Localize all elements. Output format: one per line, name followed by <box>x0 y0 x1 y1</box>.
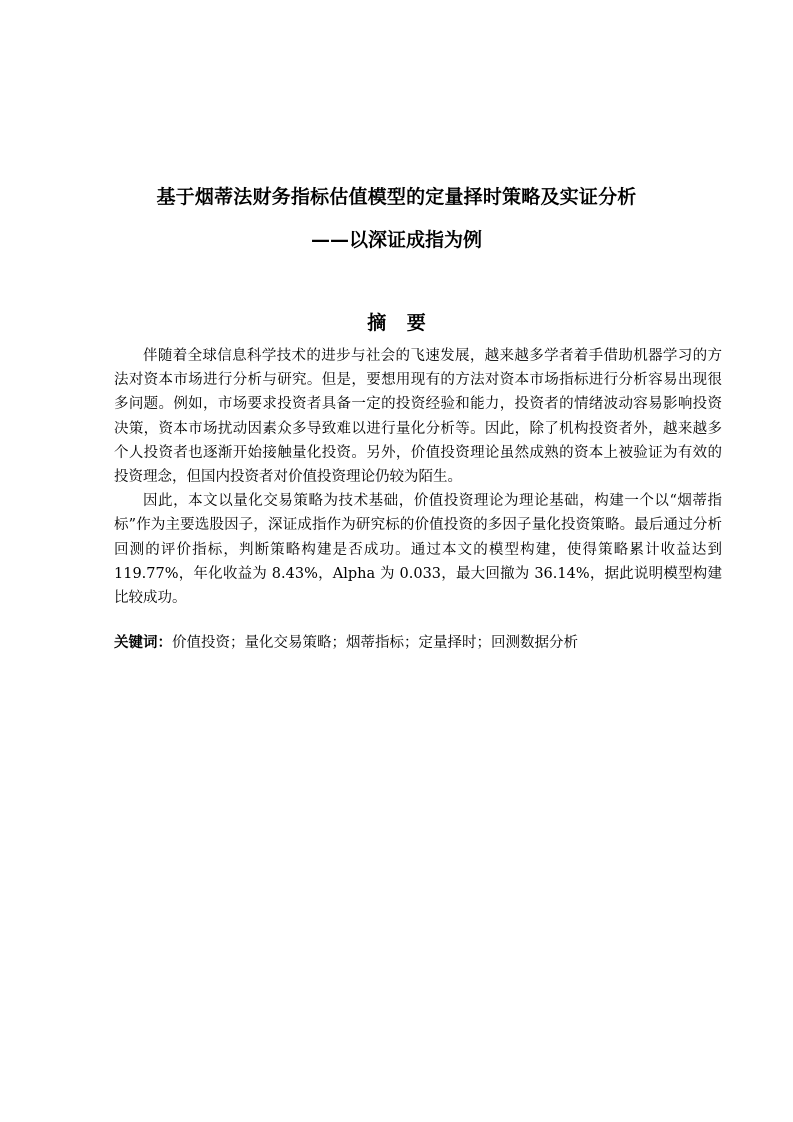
abstract-paragraph-2: 因此，本文以量化交易策略为技术基础，价值投资理论为理论基础，构建一个以“烟蒂指标”作为主要选股因子，深证成指作为研究标的价值投资的多因子量化投资策略。最后通过分析回测的评价指标，判断策略构建是否成功。通过本文的模型构建，使得策略累计收益达到 119.77%，年化收益为 8.43%，Alpha 为 0.033，最大回撤为 36.14%，据此说明模型构建比较成功。 <box>114 493 722 607</box>
keywords-text: 价值投资；量化交易策略；烟蒂指标；定量择时；回测数据分析 <box>172 635 578 651</box>
paper-subtitle: ——以深证成指为例 <box>310 229 482 251</box>
abstract-heading: 摘 要 <box>367 312 426 334</box>
abstract-paragraph-1: 伴随着全球信息科学技术的进步与社会的飞速发展，越来越多学者着手借助机器学习的方法对资本市场进行分析与研究。但是，要想用现有的方法对资本市场指标进行分析容易出现很多问题。例如，市场要求投资者具备一定的投资经验和能力，投资者的情绪波动容易影响投资决策，资本市场扰动因素众多导致难以进行量化分析等。因此，除了机构投资者外，越来越多个人投资者也逐渐开始接触量化投资。另外，价值投资理论虽然成熟的资本上被验证为有效的投资理念，但国内投资者对价值投资理论仍较为陌生。 <box>114 348 722 486</box>
abstract-body <box>114 344 722 610</box>
paper-title: 基于烟蒂法财务指标估值模型的定量择时策略及实证分析 <box>156 186 637 208</box>
keywords-label: 关键词： <box>114 634 172 651</box>
keywords-line <box>114 631 722 655</box>
